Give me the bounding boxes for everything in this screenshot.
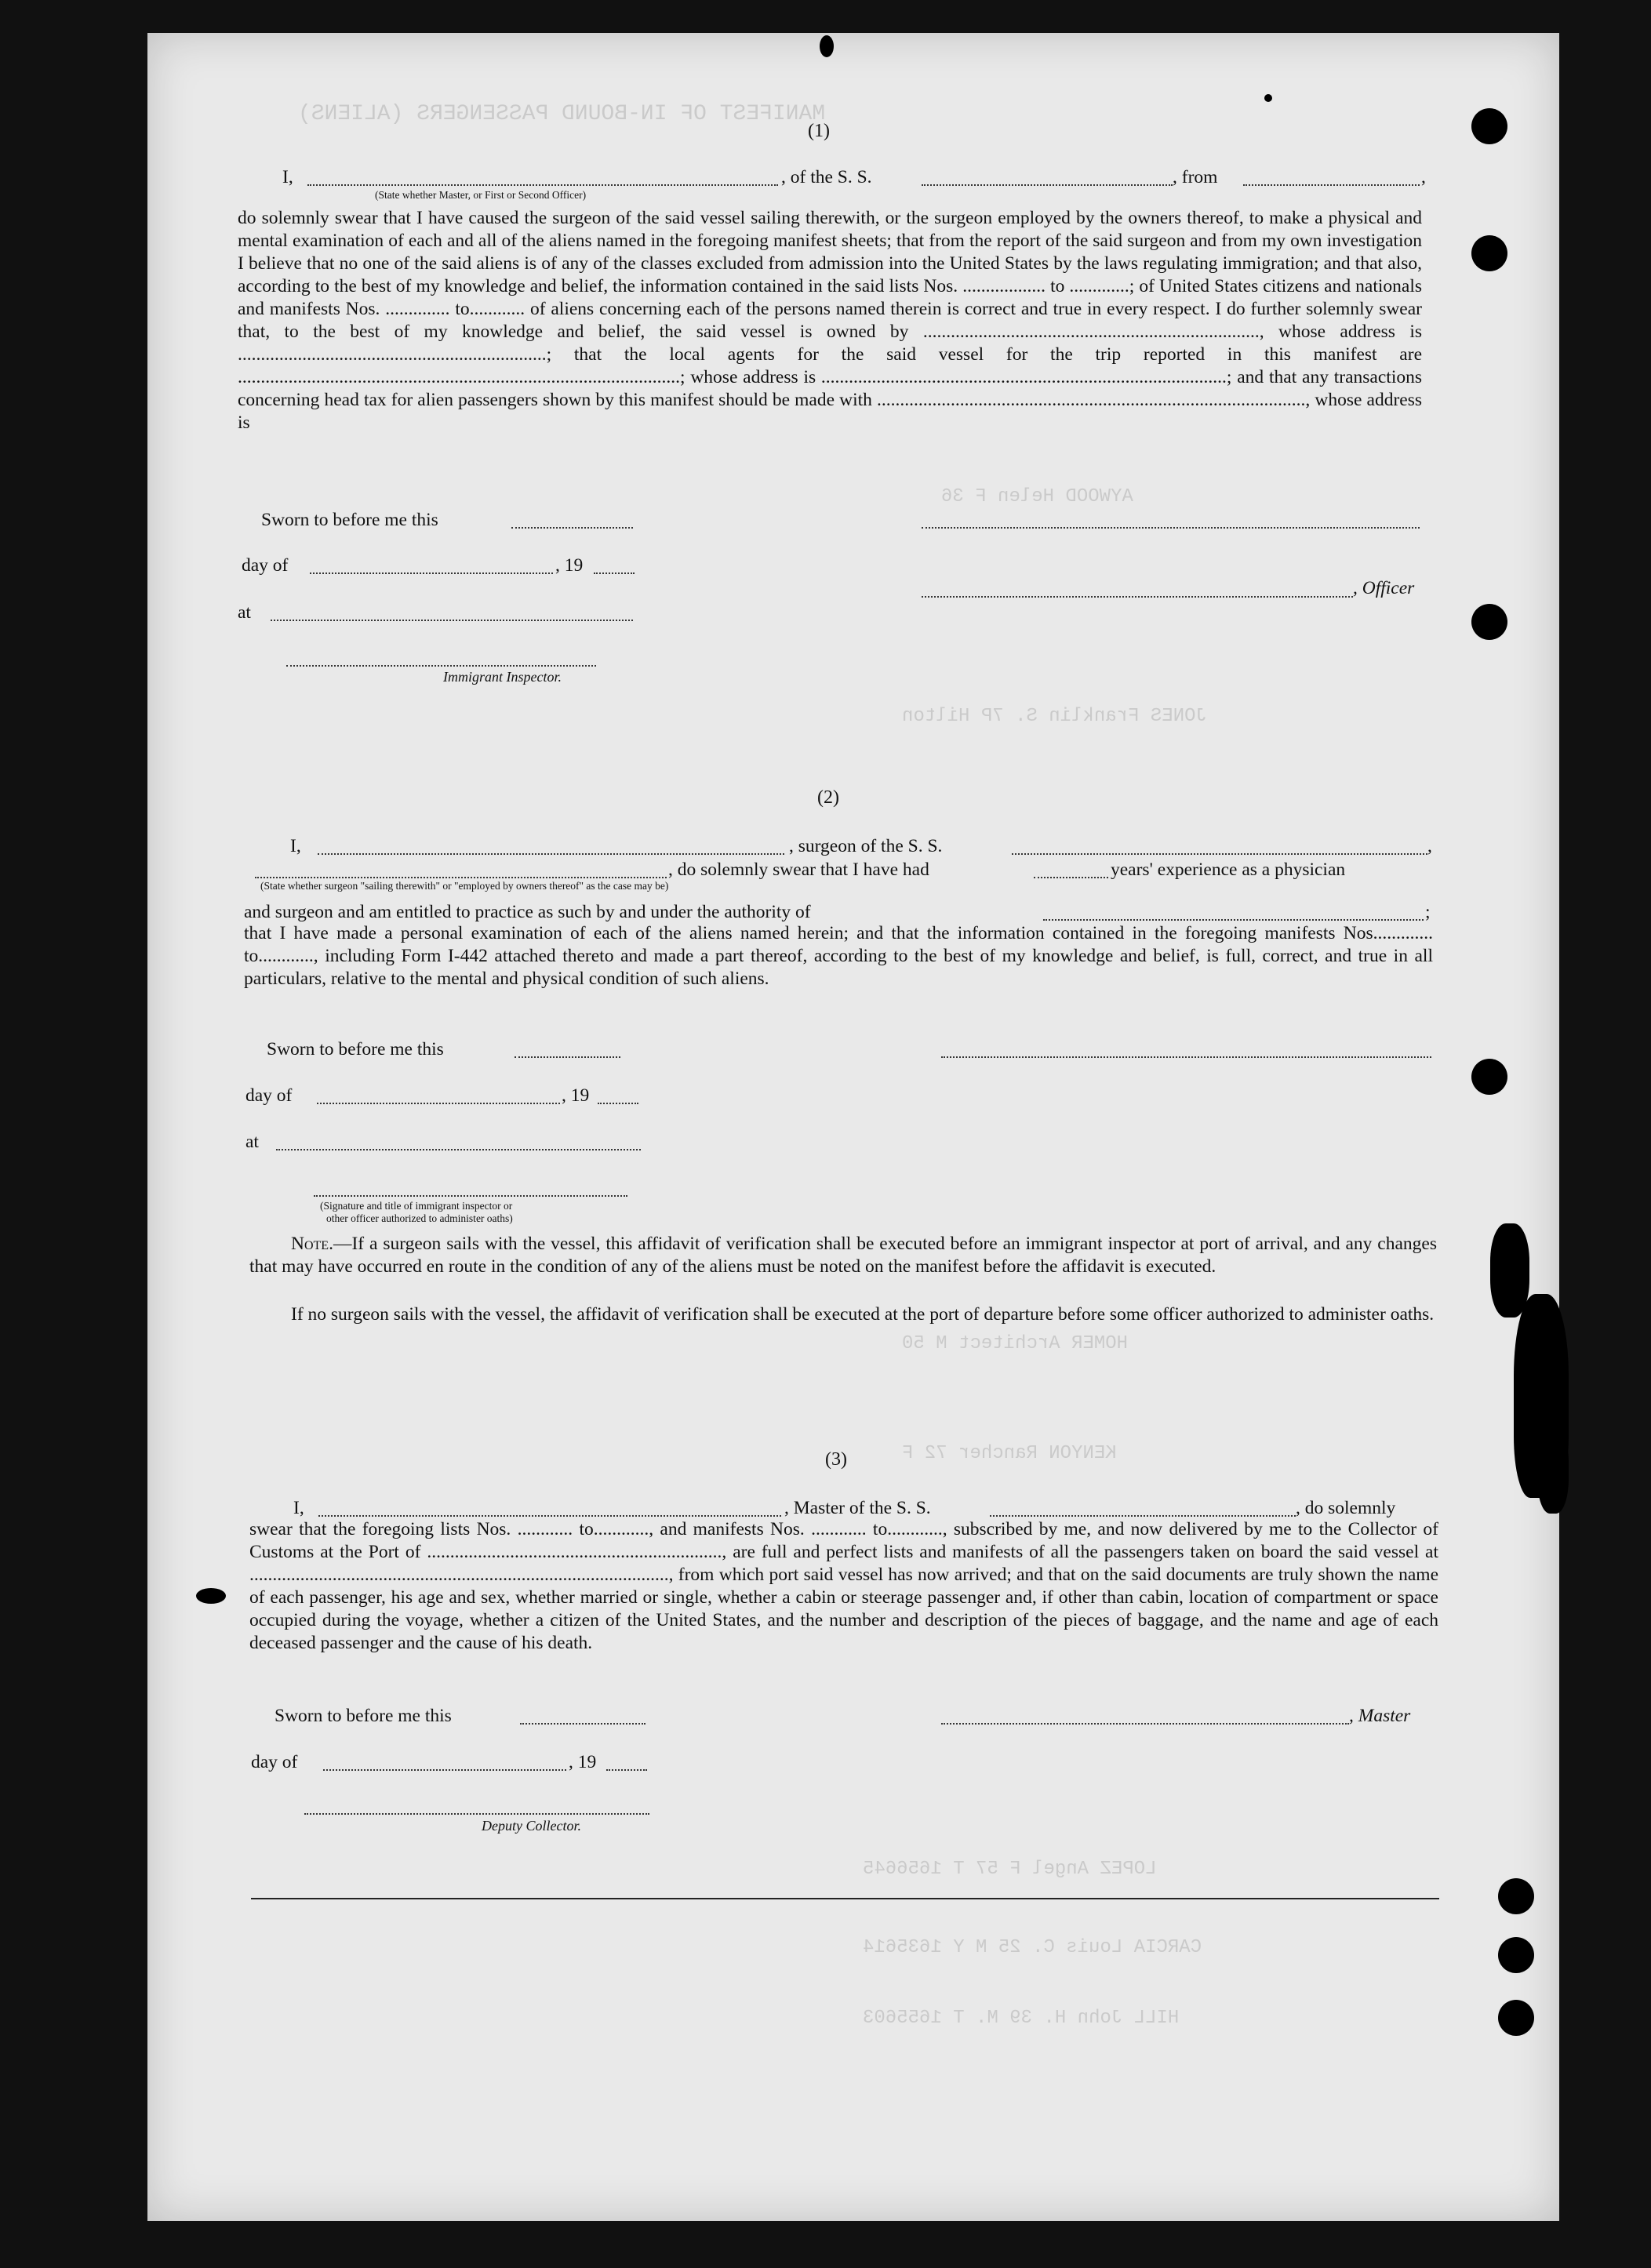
caption-master: (State whether Master, or First or Second Officer) [375, 189, 587, 201]
year-label: , 19 [555, 555, 584, 576]
note-label: Note. [291, 1234, 333, 1254]
years-experience-field[interactable] [1034, 877, 1108, 878]
day-of-label: day of [251, 1752, 298, 1772]
bleed-through-text: AYWOOD Helen F 36 [941, 486, 1133, 507]
immigrant-inspector-label: Immigrant Inspector. [443, 669, 562, 685]
sworn-date-field[interactable] [511, 527, 633, 529]
day-of-field[interactable] [323, 1769, 566, 1771]
authority-field[interactable] [1043, 919, 1424, 921]
officer-label: , Officer [1353, 578, 1415, 598]
punch-hole [1471, 1059, 1507, 1095]
bleed-through-text: LOPEZ Angel F 57 T 1656645 [863, 1859, 1157, 1880]
surgeon-of-label: , surgeon of the S. S. [789, 836, 943, 856]
ink-blot [1264, 94, 1272, 102]
of-ss-label: , of the S. S. [781, 167, 872, 187]
section-number: (3) [825, 1449, 847, 1470]
collector-signature-field[interactable] [304, 1813, 649, 1815]
caption-surgeon: (State whether surgeon "sailing therewith" or "employed by owners thereof" as the case may be) [260, 880, 669, 892]
surgeon-note [249, 1233, 1437, 1278]
day-of-label: day of [245, 1085, 293, 1106]
year-field[interactable] [594, 572, 635, 574]
semicolon: ; [1425, 902, 1431, 922]
years-experience-label: years' experience as a physician [1111, 860, 1346, 880]
sworn-date-field[interactable] [520, 1723, 645, 1725]
year-label: , 19 [562, 1085, 590, 1106]
punch-hole [1498, 1878, 1534, 1914]
year-label: , 19 [569, 1752, 597, 1772]
officer-signature-field[interactable] [922, 527, 1420, 529]
authority-label: and surgeon and am entitled to practice as such by and under the authority of [244, 902, 811, 922]
day-of-field[interactable] [317, 1103, 560, 1104]
bleed-through-text: KENYON Rancher 72 F [902, 1443, 1117, 1464]
deputy-collector-label: Deputy Collector. [482, 1818, 581, 1834]
at-field[interactable] [276, 1149, 641, 1150]
ink-blot [1537, 1427, 1569, 1514]
sworn-label: Sworn to before me this [261, 510, 438, 530]
sworn-label: Sworn to before me this [267, 1039, 444, 1059]
inspector-signature-field[interactable] [286, 665, 596, 667]
note-text: —If a surgeon sails with the vessel, this affidavit of verification shall be executed before an immigrant inspector at port of arrival, and any changes that may have occurred en route in the condition of any of the aliens must be noted on the manifest before the affidavit is executed. [249, 1234, 1437, 1277]
section-number: (2) [817, 787, 839, 808]
surgeon-signature-field[interactable] [941, 1056, 1431, 1058]
section-number: (1) [808, 121, 830, 141]
section2-oath-text: that I have made a personal examination of each of the aliens named herein; and that the information contained in the foregoing manifests Nos............. to............, including Form I-442 attached thereto and made a part thereof, according to the best of my knowledge and belief, is full, correct, and true in all particulars, relative to the mental and physical condition of such aliens. [244, 923, 1433, 989]
master-vessel-field[interactable] [990, 1515, 1296, 1517]
punch-hole [1471, 108, 1507, 144]
vessel-name-field[interactable] [922, 184, 1173, 186]
ink-blot [820, 35, 834, 57]
punch-hole [1498, 2000, 1534, 2036]
comma: , [1421, 167, 1426, 187]
from-label: , from [1173, 167, 1218, 187]
surgeon-vessel-field[interactable] [1012, 853, 1427, 855]
sworn-label: Sworn to before me this [275, 1706, 452, 1726]
day-of-label: day of [242, 555, 289, 576]
signature-caption: (Signature and title of immigrant inspector or [320, 1200, 513, 1212]
ink-blot [196, 1588, 226, 1604]
year-field[interactable] [606, 1769, 647, 1771]
departure-port-field[interactable] [1243, 184, 1420, 186]
officer-name-field[interactable] [307, 184, 778, 186]
divider-rule [251, 1898, 1439, 1899]
inspector-signature-field[interactable] [314, 1195, 627, 1197]
surgeon-swear-label: , do solemnly swear that I have had [668, 860, 929, 880]
at-label: at [245, 1132, 259, 1152]
officer-title-field[interactable] [922, 596, 1353, 598]
comma: , [1427, 836, 1432, 856]
sworn-date-field[interactable] [515, 1056, 620, 1058]
bleed-through-text: CARCIA Louis C. 25 M Y 1635614 [863, 1937, 1202, 1958]
master-signature-field[interactable] [941, 1723, 1349, 1725]
master-of-label: , Master of the S. S. [784, 1498, 931, 1518]
section1-i-label: I, [282, 167, 293, 187]
bleed-through-text: HOMER Architect M 50 [902, 1333, 1129, 1354]
section2-i-label: I, [290, 836, 301, 856]
signature-caption: other officer authorized to administer oaths) [326, 1212, 513, 1224]
master-name-field[interactable] [318, 1515, 781, 1517]
do-solemnly-label: , do solemnly [1296, 1498, 1396, 1518]
at-field[interactable] [271, 620, 633, 621]
punch-hole [1498, 1937, 1534, 1973]
section1-oath-text: do solemnly swear that I have caused the surgeon of the said vessel sailing therewith, or the surgeon employed by the owners thereof, to make a physical and mental examination of each and all of the aliens named in the foregoing manifest sheets; that from the report of the said surgeon and from my own investigation I believe that no one of the said aliens is of any of the classes excluded from admission into the United States by the laws regulating immigration; and that also, according to the best of my knowledge and belief, the information contained in the said lists Nos. .................. to .............; of United States citizens and nationals and manifests Nos. .............. to............ of aliens concerning each of the persons named therein is correct and true in every respect. I do further solemnly swear that, to the best of my knowledge and belief, the said vessel is owned by ........................................................................., whose address is ...................................................................; that the local agents for the said vessel for the trip reported in this manifest are ................................................................................................; whose address is ........................................................................................; and that any transactions concerning head tax for alien passengers shown by this manifest should be made with ............................................................................................., whose address is [238, 208, 1422, 433]
year-field[interactable] [598, 1103, 638, 1104]
section3-oath-text: swear that the foregoing lists Nos. ............ to............, and manifests Nos. ............ to............, subscribed by me, and now delivered by me to the Collector of Customs at the Port of ................................................................, are full and perfect lists and manifests of all the passengers taken on board the said vessel at ..........................................................................................., from which port said vessel has now arrived; and that on the said documents are truly shown the name of each passenger, his age and sex, whether married or single, whether a cabin or steerage passenger and, if other than cabin, location of compartment or space occupied during the voyage, whether a citizen of the United States, and the number and description of the pieces of baggage, and the name and age of each deceased passenger and the cause of his death. [249, 1519, 1438, 1653]
at-label: at [238, 602, 251, 623]
surgeon-name-field[interactable] [318, 853, 784, 855]
ink-blot [1490, 1223, 1529, 1318]
punch-hole [1471, 235, 1507, 271]
surgeon-capacity-field[interactable] [255, 877, 667, 878]
punch-hole [1471, 604, 1507, 640]
master-label: , Master [1349, 1706, 1411, 1726]
section3-i-label: I, [293, 1498, 304, 1518]
bleed-through-text: HILL John H. 39 M. T 1655603 [863, 2008, 1180, 2029]
no-surgeon-note: If no surgeon sails with the vessel, the affidavit of verification shall be executed at the port of departure before some officer authorized to administer oaths. [291, 1304, 1435, 1325]
bleed-through-text: MANIFEST OF IN-BOUND PASSENGERS (ALIENS) [298, 102, 826, 126]
bleed-through-text: JONES Franklin S. 7P Hilton [902, 706, 1207, 727]
day-of-field[interactable] [310, 572, 553, 574]
